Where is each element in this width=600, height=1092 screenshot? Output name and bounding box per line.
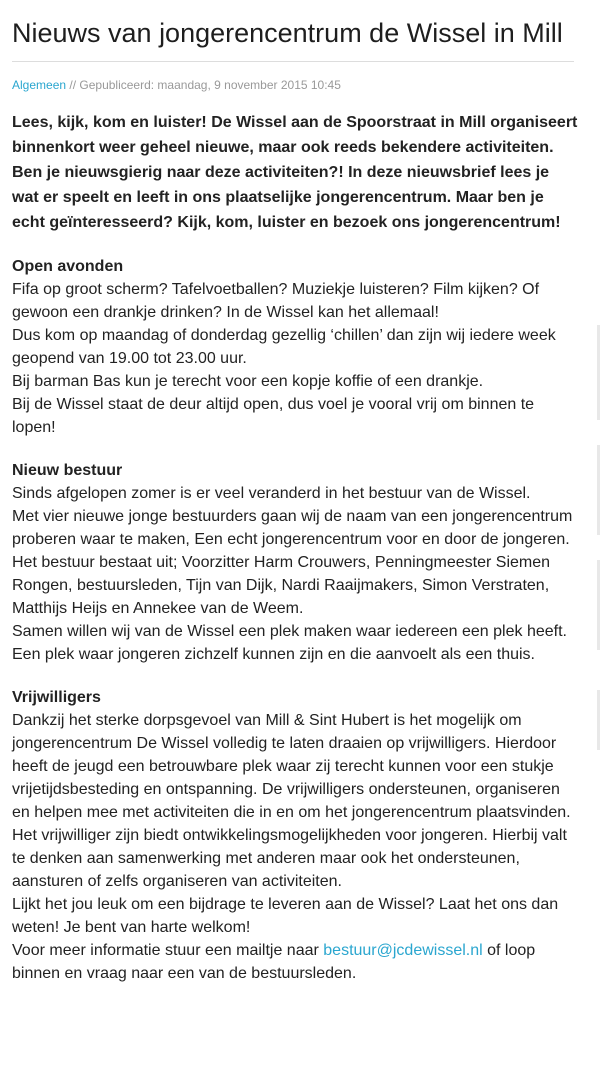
paragraph: Bij de Wissel staat de deur altijd open, dus voel je vooral vrij om binnen te lopen! bbox=[12, 396, 535, 436]
paragraph: Het bestuur bestaat uit; Voorzitter Harm Crouwers, Penningmeester Siemen Rongen, bestuursleden, Tijn van Dijk, Nardi Raaijmakers, Simon Verstraten, Matthijs Heijs en Annekee van de Weem. bbox=[12, 554, 551, 617]
paragraph: Samen willen wij van de Wissel een plek maken waar iedereen een plek heeft. Een plek waar jongeren zichzelf kunnen zijn en die aanvoelt als een thuis. bbox=[12, 623, 567, 663]
paragraph: Lijkt het jou leuk om een bijdrage te leveren aan de Wissel? Laat het ons dan weten! Je bent van harte welkom! bbox=[12, 896, 559, 936]
heading-open-avonden: Open avonden bbox=[12, 258, 124, 275]
paragraph: Fifa op groot scherm? Tafelvoetballen? Muziekje luisteren? Film kijken? Of gewoon een drankje drinken? In de Wissel kan het allemaal! bbox=[12, 281, 540, 321]
email-link[interactable]: bestuur@jcdewissel.nl bbox=[323, 942, 483, 959]
paragraph: Het vrijwilliger zijn biedt ontwikkelingsmogelijkheden voor jongeren. Hierbij valt te denken aan samenwerking met anderen maar ook het ondersteunen, aansturen of zelfs organiseren van activiteiten. bbox=[12, 827, 567, 890]
paragraph: Bij barman Bas kun je terecht voor een kopje koffie of een drankje. bbox=[12, 373, 484, 390]
paragraph: Dus kom op maandag of donderdag gezellig ‘chillen’ dan zijn wij iedere week geopend van 19.00 tot 23.00 uur. bbox=[12, 327, 556, 367]
contact-text-after: of loop binnen en vraag naar een van de bestuursleden. bbox=[12, 942, 536, 982]
contact-paragraph bbox=[12, 939, 578, 985]
article-title: Nieuws van jongerencentrum de Wissel in Mill bbox=[12, 18, 563, 48]
article bbox=[12, 0, 578, 985]
heading-nieuw-bestuur: Nieuw bestuur bbox=[12, 462, 123, 479]
category-link[interactable]: Algemeen bbox=[12, 78, 67, 92]
article-lead: Lees, kijk, kom en luister! De Wissel aan de Spoorstraat in Mill organiseert binnenkort weer geheel nieuwe, maar ook reeds bekendere activiteiten. Ben je nieuwsgierig naar deze activiteiten?! In deze nieuwsbrief lees je wat er speelt en leeft in ons plaatselijke jongerencentrum. Maar ben je echt geïnteresseerd? Kijk, kom, luister en bezoek ons jongerencentrum! bbox=[12, 114, 578, 231]
article-meta bbox=[12, 77, 578, 93]
paragraph: Dankzij het sterke dorpsgevoel van Mill & Sint Hubert is het mogelijk om jongerencentrum De Wissel volledig te laten draaien op vrijwilligers. Hierdoor heeft de jeugd een betrouwbare plek waar zij terecht kunnen voor een stukje vrijetijdsbesteding en ontspanning. De vrijwilligers ondersteunen, organiseren en helpen mee met activiteiten die in en om het jongerencentrum plaatsvinden. bbox=[12, 712, 571, 821]
title-divider bbox=[12, 61, 574, 62]
heading-vrijwilligers: Vrijwilligers bbox=[12, 689, 101, 706]
contact-text-before: Voor meer informatie stuur een mailtje naar bbox=[12, 942, 324, 959]
paragraph: Sinds afgelopen zomer is er veel veranderd in het bestuur van de Wissel. bbox=[12, 485, 531, 502]
published-date: // Gepubliceerd: maandag, 9 november 2015 10:45 bbox=[66, 78, 341, 92]
paragraph: Met vier nieuwe jonge bestuurders gaan wij de naam van een jongerencentrum proberen waar te maken, Een echt jongerencentrum voor en door de jongeren. bbox=[12, 508, 573, 548]
